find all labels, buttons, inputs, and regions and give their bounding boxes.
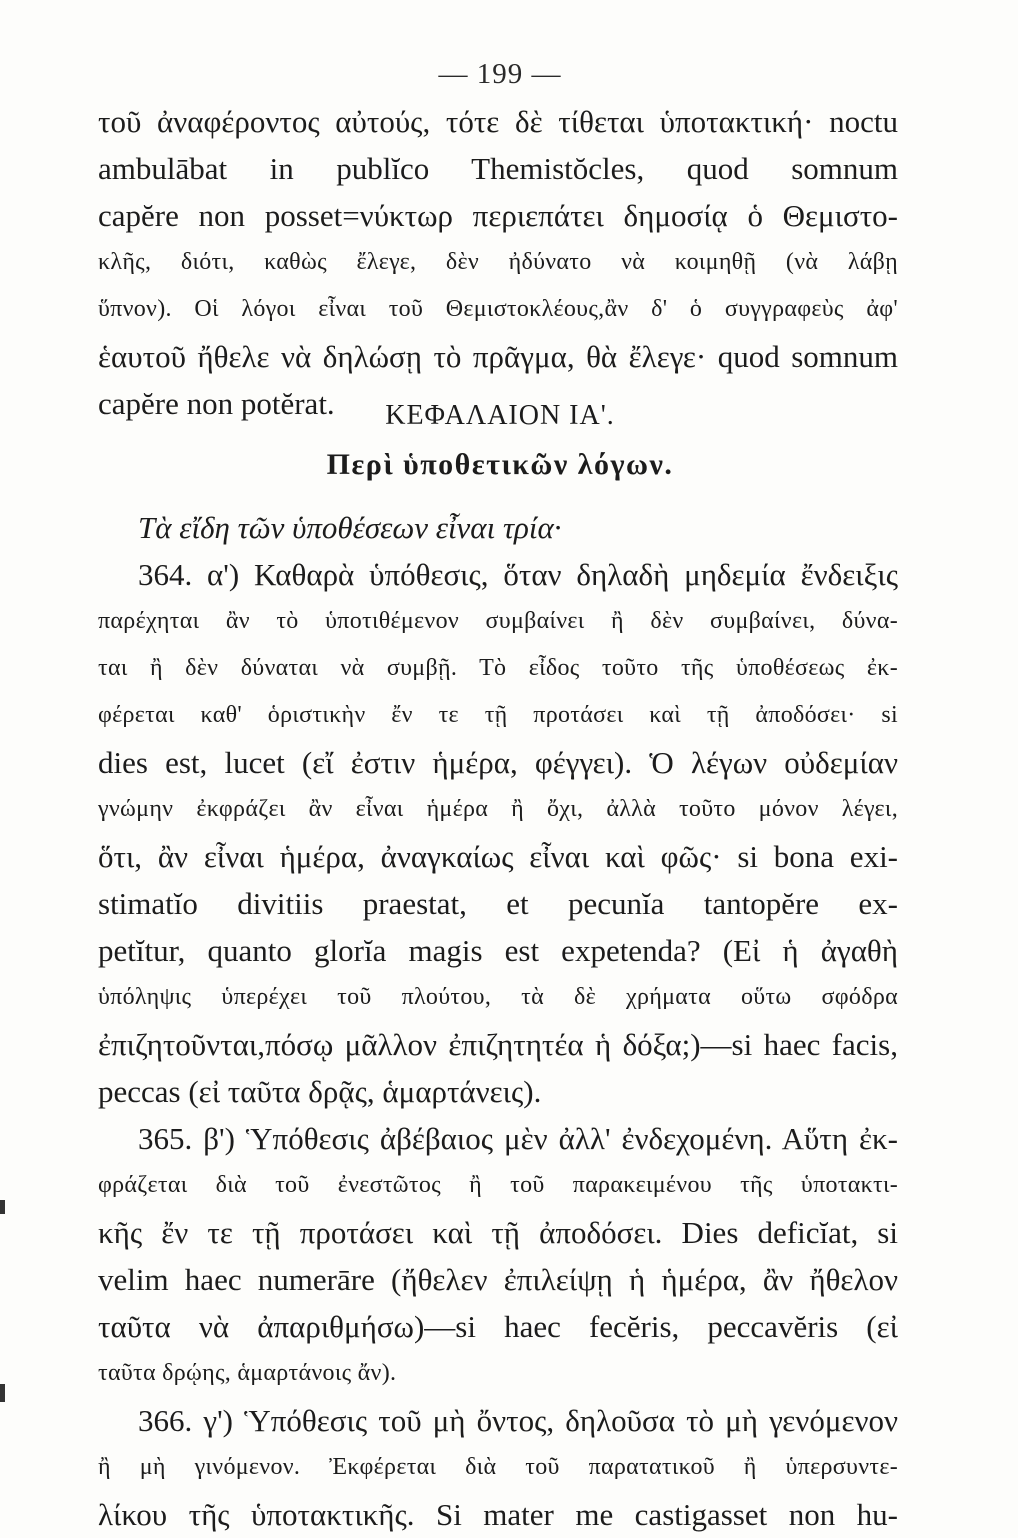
text-line: stimatĭo divitiis praestat, et pecunĭa tantopĕre ex-: [98, 886, 898, 921]
text-line: ὅτι, ἂν εἶναι ἡμέρα, ἀναγκαίως εἶναι καὶ φῶς· si bona exi-: [98, 839, 898, 874]
paragraph-364: [98, 551, 898, 1115]
chapter-title: ΚΕΦΑΛΑΙΟΝ ΙΑ'.: [385, 400, 615, 431]
text-line: capĕre non posset=νύκτωρ περιεπάτει δημοσίᾳ ὁ Θεμιστο-: [98, 198, 898, 233]
chapter-heading: Περὶ ὑποθετικῶν λόγων.: [326, 448, 674, 481]
margin-mark: [0, 1384, 5, 1402]
intro-block: [98, 504, 898, 551]
text-line: ταῦτα νὰ ἀπαριθμήσω)—si haec fecĕris, peccavĕris (εἰ: [98, 1309, 898, 1344]
text-line: ἑαυτοῦ ἤθελε νὰ δηλώσῃ τὸ πρᾶγμα, θὰ ἔλεγε· quod somnum: [98, 339, 898, 374]
text-line: ταῦτα δρῴης, ἁμαρτάνοις ἄν).: [98, 1360, 397, 1386]
text-line: κῆς ἔν τε τῇ προτάσει καὶ τῇ ἀποδόσει. Dies deficĭat, si: [98, 1215, 898, 1250]
text-line: ἢ μὴ γινόμενον. Ἐκφέρεται διὰ τοῦ παρατατικοῦ ἢ ὑπερσυντε-: [98, 1454, 898, 1480]
text-line: παρέχηται ἂν τὸ ὑποτιθέμενον συμβαίνει ἢ δὲν συμβαίνει, δύνα-: [98, 608, 898, 634]
text-line: 365. β') Ὑπόθεσις ἀβέβαιος μὲν ἀλλ' ἐνδεχομένη. Αὕτη ἐκ-: [138, 1121, 898, 1156]
text-line: κλῆς, διότι, καθὼς ἔλεγε, δὲν ἠδύνατο νὰ κοιμηθῇ (νὰ λάβῃ: [98, 249, 898, 275]
page-number: — 199 —: [438, 58, 562, 90]
text-line: 366. γ') Ὑπόθεσις τοῦ μὴ ὄντος, δηλοῦσα τὸ μὴ γενόμενον: [138, 1403, 898, 1438]
intro-line: Τὰ εἴδη τῶν ὑποθέσεων εἶναι τρία·: [138, 510, 562, 545]
text-line: ται ἢ δὲν δύναται νὰ συμβῇ. Τὸ εἶδος τοῦτο τῆς ὑποθέσεως ἐκ-: [98, 655, 898, 681]
text-line: λίκου τῆς ὑποτακτικῆς. Si mater me castigasset non hu-: [98, 1497, 898, 1532]
paragraph-365: [98, 1115, 898, 1397]
text-line: γνώμην ἐκφράζει ἂν εἶναι ἡμέρα ἢ ὄχι, ἀλλὰ τοῦτο μόνον λέγει,: [98, 796, 898, 822]
text-line: ὑπόληψις ὑπερέχει τοῦ πλούτου, τὰ δὲ χρήματα οὕτω σφόδρα: [98, 984, 898, 1010]
text-line: φέρεται καθ' ὁριστικὴν ἔν τε τῇ προτάσει καὶ τῇ ἀποδόσει· si: [98, 702, 898, 728]
text-line: ὕπνον). Οἱ λόγοι εἶναι τοῦ Θεμιστοκλέους,ἂν δ' ὁ συγγραφεὺς ἀφ': [98, 296, 898, 322]
margin-mark: [0, 1200, 5, 1214]
text-line: ambulābat in publĭco Themistŏcles, quod somnum: [98, 151, 898, 186]
paragraph-top: [98, 98, 898, 427]
text-line: dies est, lucet (εἴ ἐστιν ἡμέρα, φέγγει). Ὁ λέγων οὐδεμίαν: [98, 745, 898, 780]
text-line: φράζεται διὰ τοῦ ἐνεστῶτος ἢ τοῦ παρακειμένου τῆς ὑποτακτι-: [98, 1172, 898, 1198]
text-line: peccas (εἰ ταῦτα δρᾷς, ἁμαρτάνεις).: [98, 1074, 542, 1109]
text-line: τοῦ ἀναφέροντος αὐτούς, τότε δὲ τίθεται ὑποτακτική· noctu: [98, 104, 898, 139]
text-line: velim haec numerāre (ἤθελεν ἐπιλείψῃ ἡ ἡμέρα, ἂν ἤθελον: [98, 1262, 898, 1297]
text-line: petĭtur, quanto glorĭa magis est expetenda? (Εἰ ἡ ἀγαθὴ: [98, 933, 898, 968]
paragraph-366: [98, 1397, 898, 1538]
text-line: capĕre non potĕrat.: [98, 386, 335, 421]
text-line: ἐπιζητοῦνται,πόσῳ μᾶλλον ἐπιζητητέα ἡ δόξα;)—si haec facis,: [98, 1027, 898, 1062]
text-line: 364. α') Καθαρὰ ὑπόθεσις, ὅταν δηλαδὴ μηδεμία ἔνδειξις: [138, 557, 898, 592]
